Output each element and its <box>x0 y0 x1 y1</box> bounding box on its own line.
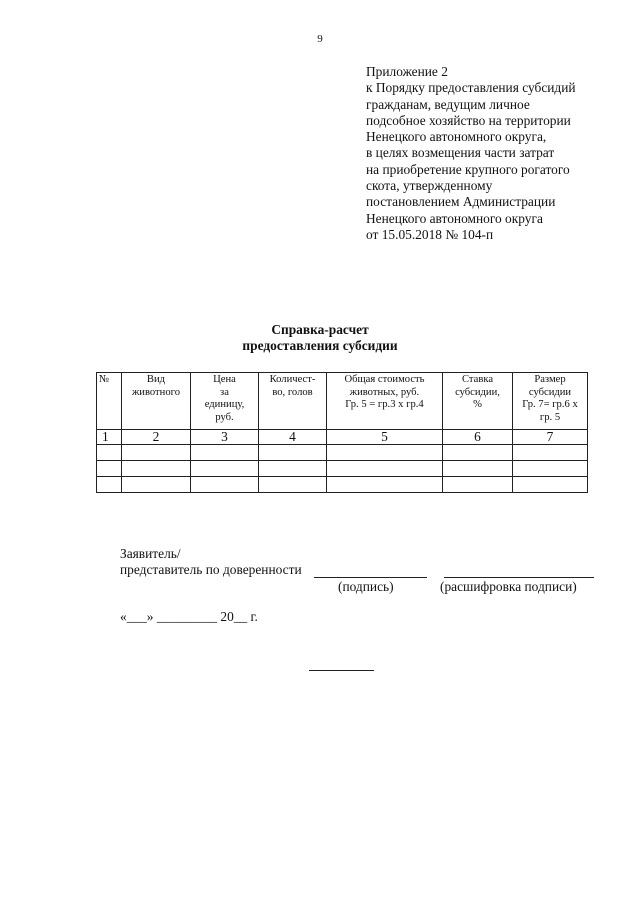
table-cell[interactable] <box>259 461 327 477</box>
header-subsidy-rate: Ставка субсидии, % <box>443 373 513 430</box>
header-animal-type: Вид животного <box>122 373 191 430</box>
column-number: 1 <box>97 430 122 445</box>
date-field: «___» _________ 20__ г. <box>120 609 258 624</box>
header-quantity: Количест- во, голов <box>259 373 327 430</box>
appendix-line: Приложение 2 <box>366 64 448 79</box>
table-cell[interactable] <box>327 477 443 493</box>
table-cell[interactable] <box>443 445 513 461</box>
table-cell[interactable] <box>443 477 513 493</box>
table-cell[interactable] <box>122 461 191 477</box>
title-line-1: Справка-расчет <box>271 322 369 337</box>
appendix-line: к Порядку предоставления субсидий <box>366 80 576 96</box>
table-row <box>97 445 588 461</box>
table-cell[interactable] <box>122 477 191 493</box>
table-cell[interactable] <box>191 445 259 461</box>
table-cell[interactable] <box>97 445 122 461</box>
table-cell[interactable] <box>443 461 513 477</box>
document-title <box>0 322 640 354</box>
header-subsidy-amount: Размер субсидии Гр. 7= гр.6 х гр. 5 <box>513 373 588 430</box>
appendix-line: подсобное хозяйство на территории <box>366 112 571 128</box>
table-cell[interactable] <box>191 477 259 493</box>
signature-line[interactable] <box>314 577 427 578</box>
appendix-line: в целях возмещения части затрат <box>366 145 555 161</box>
table-cell[interactable] <box>513 461 588 477</box>
appendix-line: Ненецкого автономного округа <box>366 210 543 226</box>
table-cell[interactable] <box>513 445 588 461</box>
applicant-label: Заявитель/ <box>120 546 181 561</box>
appendix-line: скота, утвержденному <box>366 178 493 194</box>
column-number: 6 <box>443 430 513 445</box>
applicant-block <box>120 546 302 578</box>
appendix-line: от 15.05.2018 № 104-п <box>366 226 494 242</box>
column-number: 3 <box>191 430 259 445</box>
table-header-row <box>97 373 588 430</box>
header-total-cost: Общая стоимость животных, руб. Гр. 5 = гр.3 х гр.4 <box>327 373 443 430</box>
table-cell[interactable] <box>122 445 191 461</box>
table-cell[interactable] <box>191 461 259 477</box>
table-cell[interactable] <box>259 477 327 493</box>
appendix-line: на приобретение крупного рогатого <box>366 161 570 177</box>
table-row <box>97 461 588 477</box>
column-number-row <box>97 430 588 445</box>
table-cell[interactable] <box>259 445 327 461</box>
appendix-line: гражданам, ведущим личное <box>366 96 530 112</box>
representative-label: представитель по доверенности <box>120 562 302 577</box>
table-cell[interactable] <box>513 477 588 493</box>
appendix-block <box>366 64 636 243</box>
table-cell[interactable] <box>327 461 443 477</box>
table-cell[interactable] <box>327 445 443 461</box>
table-cell[interactable] <box>97 477 122 493</box>
appendix-line: Ненецкого автономного округа, <box>366 129 547 145</box>
appendix-line: постановлением Администрации <box>366 194 556 210</box>
table-cell[interactable] <box>97 461 122 477</box>
title-line-2: предоставления субсидии <box>242 338 398 353</box>
header-unit-price: Цена за единицу, руб. <box>191 373 259 430</box>
decoding-caption: (расшифровка подписи) <box>440 579 577 594</box>
calculation-table <box>96 372 588 493</box>
column-number: 2 <box>122 430 191 445</box>
header-number: № <box>97 373 122 430</box>
page-number: 9 <box>317 33 323 45</box>
column-number: 7 <box>513 430 588 445</box>
end-divider <box>309 670 374 671</box>
column-number: 5 <box>327 430 443 445</box>
column-number: 4 <box>259 430 327 445</box>
table-row <box>97 477 588 493</box>
signature-caption: (подпись) <box>338 579 394 594</box>
decoding-line[interactable] <box>444 577 594 578</box>
